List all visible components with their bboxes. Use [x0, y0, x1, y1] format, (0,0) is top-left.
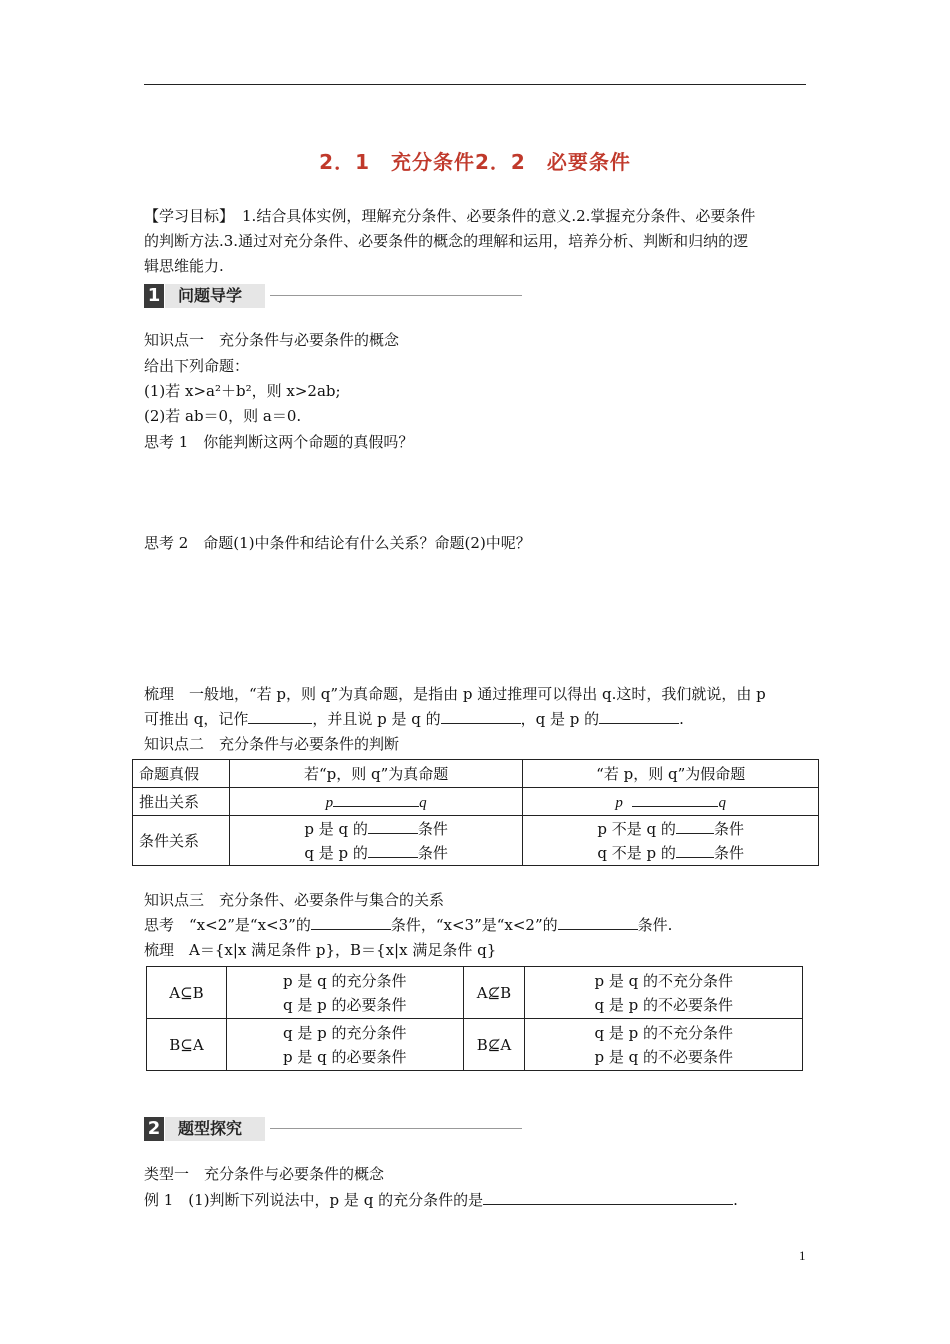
var-p: p [325, 794, 334, 811]
kp2-header-1: 若“p，则 q”为真命题 [229, 760, 523, 788]
section-2-label: 题型探究 [178, 1119, 243, 1138]
answer-blank[interactable] [632, 792, 718, 807]
cell-text: q 是 p 的充分条件 [282, 1023, 407, 1042]
kp1-think-2: 思考 2 命题(1)中条件和结论有什么关系？命题(2)中呢？ [144, 534, 531, 552]
section-1-number: 1 [144, 284, 164, 308]
cell-text: 条件 [713, 843, 744, 862]
answer-blank[interactable] [368, 843, 418, 858]
cell-text: 条件 [713, 819, 744, 838]
kp3-think-a: 思考 “x<2”是“x<3”的 [144, 916, 311, 934]
kp2-row-2-false-a [529, 817, 812, 841]
kp1-title: 知识点一 充分条件与必要条件的概念 [144, 331, 400, 349]
cell-text: 条件 [417, 819, 448, 838]
kp2-row-2-true-a [236, 817, 517, 841]
kp2-header-0: 命题真假 [133, 760, 230, 788]
kp1-intro: 给出下列命题： [144, 357, 250, 375]
answer-blank[interactable] [368, 819, 418, 834]
kp1-summary-b: ，并且说 p 是 q 的 [312, 710, 441, 728]
kp2-title: 知识点二 充分条件与必要条件的判断 [144, 735, 400, 753]
kp2-row-2-false [523, 816, 819, 866]
type1-example-end: . [733, 1191, 738, 1209]
kp3-r1-c2: A⊈B [463, 967, 525, 1019]
section-2-header [144, 1117, 524, 1141]
section-2-rule [270, 1128, 522, 1129]
kp1-summary-a: 可推出 q，记作 [144, 710, 249, 728]
kp2-row-2-false-b [529, 841, 812, 865]
kp3-r1-c3 [525, 967, 803, 1019]
type1-example-text: 例 1 (1)判断下列说法中，p 是 q 的充分条件的是 [144, 1191, 484, 1209]
var-p: p [615, 794, 623, 811]
kp2-header-2: “若 p，则 q”为假命题 [523, 760, 819, 788]
answer-blank[interactable] [558, 915, 638, 930]
type1-title: 类型一 充分条件与必要条件的概念 [144, 1165, 385, 1183]
section-2-number: 2 [144, 1117, 164, 1141]
answer-blank[interactable] [483, 1190, 733, 1205]
kp3-summary: 梳理 A＝{x|x 满足条件 p}，B＝{x|x 满足条件 q} [144, 941, 497, 959]
header-rule [144, 84, 806, 85]
kp1-prop-2: (2)若 ab＝0，则 a＝0. [144, 407, 302, 425]
kp2-row-2-label: 条件关系 [133, 816, 230, 866]
kp3-think [144, 915, 672, 935]
cell-text: p 是 q 的 [304, 819, 368, 838]
cell-text: 条件 [417, 843, 448, 862]
cell-text: p 是 q 的必要条件 [282, 1047, 407, 1066]
page-title: 2．1 充分条件2．2 必要条件 [319, 150, 631, 174]
kp2-table [132, 759, 819, 866]
kp1-summary-c: ，q 是 p 的 [520, 710, 600, 728]
kp3-table [146, 966, 803, 1071]
var-q: q [718, 794, 726, 811]
cell-text: q 是 p 的不必要条件 [594, 995, 733, 1014]
kp1-summary-d: . [679, 710, 684, 728]
kp1-summary-line-1: 梳理 一般地，“若 p，则 q”为真命题，是指由 p 通过推理可以得出 q.这时，我们就说，由 p [144, 685, 766, 703]
kp3-r1-c1 [226, 967, 463, 1019]
kp3-think-c: 条件. [637, 916, 673, 934]
section-1-rule [270, 295, 522, 296]
answer-blank[interactable] [248, 709, 312, 724]
kp1-summary-line-2 [144, 709, 684, 729]
kp3-title: 知识点三 充分条件、必要条件与集合的关系 [144, 891, 445, 909]
cell-text: q 是 p 的 [304, 843, 368, 862]
section-1-header [144, 284, 524, 308]
objectives-text-1: 1.结合具体实例，理解充分条件、必要条件的意义.2.掌握充分条件、必要条件 [242, 207, 756, 225]
kp2-row-1-label: 推出关系 [133, 788, 230, 816]
objectives-line-3: 辑思维能力. [144, 257, 224, 275]
kp2-row-1-true [229, 788, 523, 816]
kp3-r2-c3 [525, 1019, 803, 1071]
cell-text: p 是 q 的不必要条件 [594, 1047, 733, 1066]
cell-text: p 不是 q 的 [597, 819, 676, 838]
kp3-think-b: 条件，“x<3”是“x<2”的 [390, 916, 558, 934]
var-q: q [419, 794, 427, 811]
answer-blank[interactable] [441, 709, 521, 724]
objectives-label: 【学习目标】 [144, 207, 235, 225]
kp1-prop-1: (1)若 x>a²＋b²，则 x>2ab; [144, 382, 341, 400]
cell-text: p 是 q 的不充分条件 [594, 971, 733, 990]
kp3-r1-c0: A⊆B [147, 967, 227, 1019]
answer-blank[interactable] [599, 709, 679, 724]
kp2-row-2-true [229, 816, 523, 866]
cell-text: q 是 p 的不充分条件 [594, 1023, 733, 1042]
kp2-row-2-true-b [236, 841, 517, 865]
kp2-row-1-false [523, 788, 819, 816]
answer-blank[interactable] [676, 843, 714, 858]
objectives-line-1 [144, 206, 755, 226]
section-1-label: 问题导学 [178, 286, 243, 305]
answer-blank[interactable] [333, 792, 419, 807]
kp3-r2-c1 [226, 1019, 463, 1071]
answer-blank[interactable] [311, 915, 391, 930]
kp1-think-1: 思考 1 你能判断这两个命题的真假吗？ [144, 433, 414, 451]
page-number: 1 [799, 1248, 806, 1263]
kp3-r2-c0: B⊆A [147, 1019, 227, 1071]
answer-blank[interactable] [676, 819, 714, 834]
type1-example [144, 1190, 738, 1210]
cell-text: p 是 q 的充分条件 [282, 971, 407, 990]
cell-text: q 是 p 的必要条件 [282, 995, 407, 1014]
kp3-r2-c2: B⊈A [463, 1019, 525, 1071]
cell-text: q 不是 p 的 [597, 843, 676, 862]
objectives-line-2: 的判断方法.3.通过对充分条件、必要条件的概念的理解和运用，培养分析、判断和归纳的逻 [144, 232, 749, 250]
